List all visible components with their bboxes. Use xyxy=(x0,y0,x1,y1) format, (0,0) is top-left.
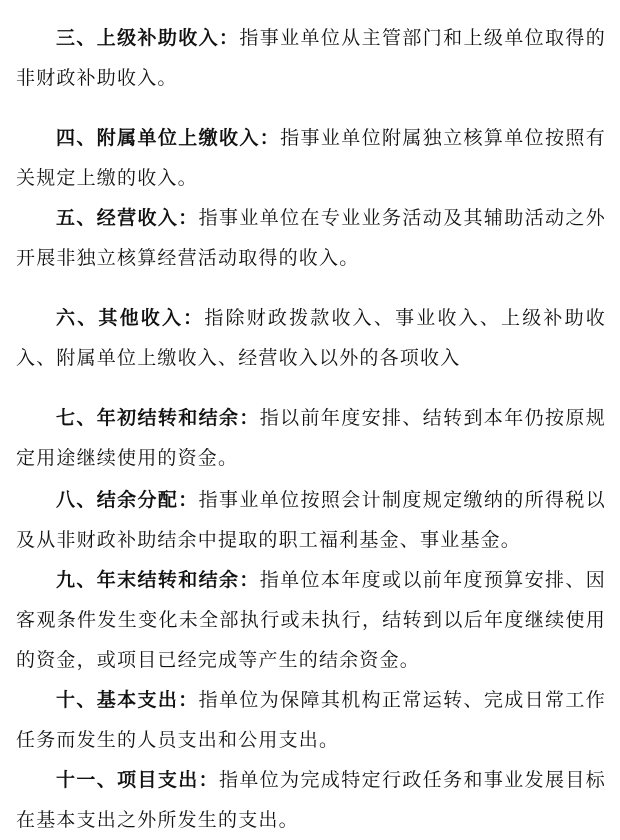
entry-basic-expenditure xyxy=(16,680,606,760)
entry-definition: 指事业单位在专业业务活动及其辅助活动之外开展非独立核算经营活动取得的收入。 xyxy=(16,207,606,269)
entry-definition: 指事业单位附属独立核算单位按照有关规定上缴的收入。 xyxy=(16,127,607,189)
entry-affiliated-unit-remittance-income xyxy=(16,118,606,198)
entry-term: 三、上级补助收入： xyxy=(56,27,240,49)
entry-definition: 指以前年度安排、结转到本年仍按原规定用途继续使用的资金。 xyxy=(16,407,606,469)
entry-balance-distribution xyxy=(16,480,606,560)
entry-definition: 指单位为完成特定行政任务和事业发展目标在基本支出之外所发生的支出。 xyxy=(16,769,606,831)
entry-term: 八、结余分配： xyxy=(56,489,199,511)
entry-term: 四、附属单位上缴收入： xyxy=(56,127,281,149)
entry-operating-income xyxy=(16,198,606,278)
entry-other-income xyxy=(16,298,606,378)
entry-year-end-carryover-and-balance xyxy=(16,560,606,680)
entry-definition: 指事业单位从主管部门和上级单位取得的非财政补助收入。 xyxy=(16,27,606,89)
entry-term: 七、年初结转和结余： xyxy=(56,407,260,429)
entry-term: 九、年末结转和结余： xyxy=(56,569,260,591)
entry-definition: 指单位为保障其机构正常运转、完成日常工作任务而发生的人员支出和公用支出。 xyxy=(16,689,606,751)
entry-term: 十一、项目支出： xyxy=(56,769,220,791)
entry-term: 六、其他收入： xyxy=(56,307,205,329)
entry-term: 十、基本支出： xyxy=(56,689,199,711)
entry-project-expenditure xyxy=(16,760,606,840)
entry-higher-level-subsidy-income xyxy=(16,18,606,98)
entry-beginning-carryover-and-balance xyxy=(16,398,606,478)
entry-definition: 指单位本年度或以前年度预算安排、因客观条件发生变化未全部执行或未执行，结转到以后年度继续使用的资金，或项目已经完成等产生的结余资金。 xyxy=(16,569,606,671)
entry-term: 五、经营收入： xyxy=(56,207,199,229)
entry-definition: 指除财政拨款收入、事业收入、上级补助收入、附属单位上缴收入、经营收入以外的各项收入 xyxy=(16,307,606,369)
entry-definition: 指事业单位按照会计制度规定缴纳的所得税以及从非财政补助结余中提取的职工福利基金、事业基金。 xyxy=(16,489,606,551)
